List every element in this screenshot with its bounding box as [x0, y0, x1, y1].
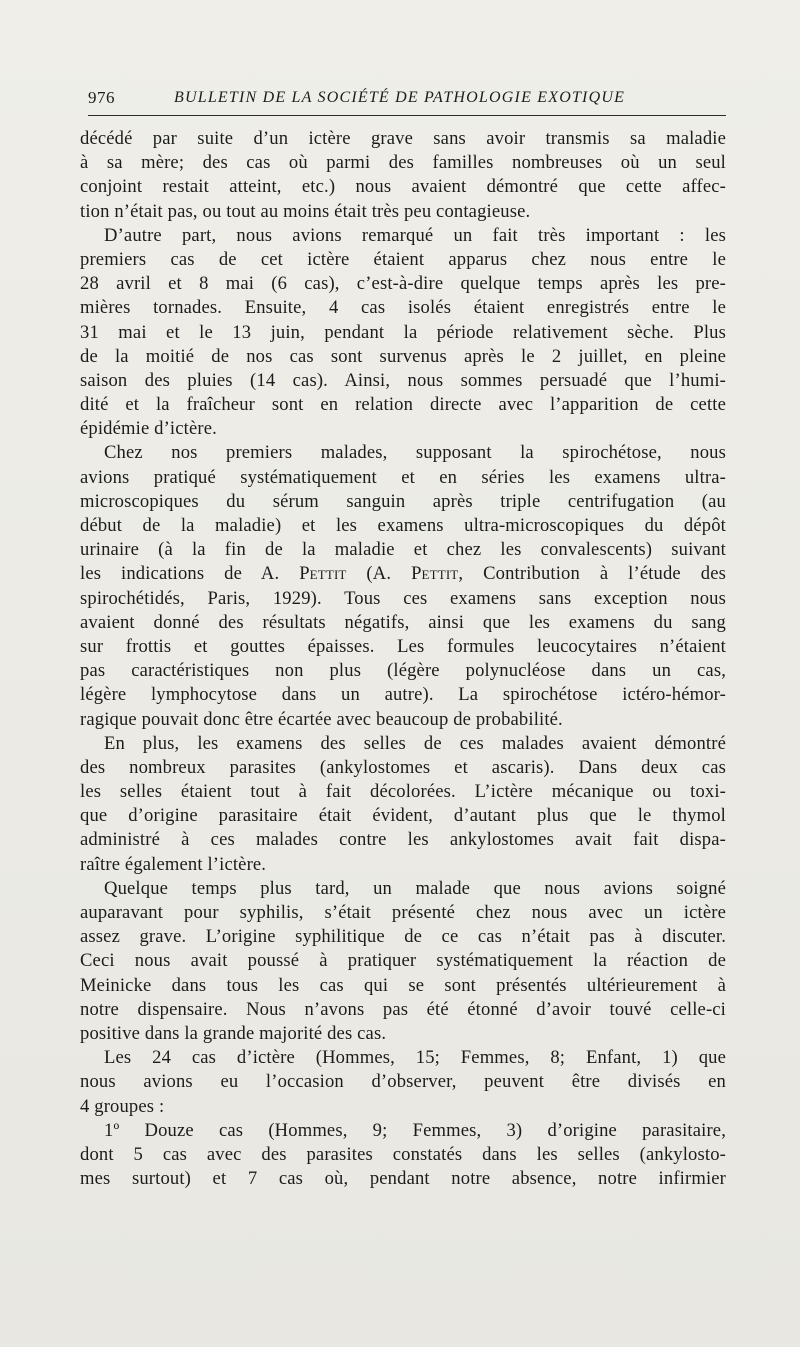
text-line: pas caractéristiques non plus (légère polynucléose dans un cas, — [80, 660, 726, 682]
running-title: BULLETIN DE LA SOCIÉTÉ DE PATHOLOGIE EXOTIQUE — [174, 89, 626, 106]
text-line: auparavant pour syphilis, s’était présenté chez nous avec un ictère — [80, 902, 726, 923]
text-line: Ceci nous avait poussé à pratiquer systématiquement la réaction de — [80, 950, 726, 972]
text-line: légère lymphocytose dans un autre). La spirochétose ictéro-hémor- — [80, 684, 726, 706]
text-line: En plus, les examens des selles de ces malades avaient démontré — [104, 732, 726, 754]
text-line: mières tornades. Ensuite, 4 cas isolés étaient enregistrés entre le — [80, 297, 726, 319]
text-line: à sa mère; des cas où parmi des familles nombreuses où un seul — [80, 152, 726, 174]
text-line: les selles étaient tout à fait décolorées. L’ictère mécanique ou toxi- — [80, 781, 726, 803]
text-line: saison des pluies (14 cas). Ainsi, nous sommes persuadé que l’humi- — [80, 369, 726, 391]
text-line: positive dans la grande majorité des cas. — [80, 1022, 387, 1044]
text-line: ragique pouvait donc être écartée avec beaucoup de probabilité. — [80, 708, 563, 730]
text-line: dont 5 cas avec des parasites constatés dans les selles (ankylosto- — [80, 1143, 726, 1165]
page-number: 976 — [88, 88, 115, 107]
text-line: 31 mai et le 13 juin, pendant la période relativement sèche. Plus — [80, 321, 726, 343]
text-line: Meinicke dans tous les cas qui se sont présentés ultérieurement à — [80, 974, 726, 996]
header-rule — [88, 115, 726, 116]
text-line: avaient donné des résultats négatifs, ainsi que les examens du sang — [80, 611, 726, 633]
text-line: décédé par suite d’un ictère grave sans avoir transmis sa maladie — [80, 128, 726, 149]
text-line: premiers cas de cet ictère étaient apparus chez nous entre le — [80, 248, 726, 270]
text-line: tion n’était pas, ou tout au moins était très peu contagieuse. — [80, 200, 531, 222]
text-line: des nombreux parasites (ankylostomes et ascaris). Dans deux cas — [80, 756, 726, 778]
text-line: avions pratiqué systématiquement et en séries les examens ultra- — [80, 466, 726, 488]
text-line: D’autre part, nous avions remarqué un fait très important : les — [104, 224, 726, 246]
text-line: mes surtout) et 7 cas où, pendant notre absence, notre infirmier — [80, 1168, 726, 1190]
text-line: épidémie d’ictère. — [80, 418, 217, 440]
text-line: 28 avril et 8 mai (6 cas), c’est-à-dire quelque temps après les pre- — [80, 273, 726, 295]
text-line: notre dispensaire. Nous n’avons pas été étonné d’avoir touvé celle-ci — [80, 998, 726, 1020]
text-line: Chez nos premiers malades, supposant la spirochétose, nous — [104, 442, 726, 464]
text-line: spirochétidés, Paris, 1929). Tous ces examens sans exception nous — [80, 587, 726, 609]
text-line: que d’origine parasitaire était évident, d’autant plus que le thymol — [80, 805, 726, 827]
text-line: début de la maladie) et les examens ultra-microscopiques du dépôt — [80, 515, 726, 536]
text-line: sur frottis et gouttes épaisses. Les formules leucocytaires n’étaient — [80, 635, 726, 657]
text-line: assez grave. L’origine syphilitique de ce cas n’était pas à discuter. — [80, 926, 726, 948]
text-line: de la moitié de nos cas sont survenus après le 2 juillet, en pleine — [80, 345, 726, 367]
text-line: conjoint restait atteint, etc.) nous avaient démontré que cette affec- — [80, 176, 726, 198]
text-line: 1º Douze cas (Hommes, 9; Femmes, 3) d’origine parasitaire, — [104, 1119, 726, 1141]
body-text — [80, 127, 726, 1191]
page-header — [88, 88, 728, 110]
text-line: les indications de A. Pettit (A. Pettit, Contribution à l’étude des — [80, 563, 726, 585]
text-line: urinaire (à la fin de la maladie et chez les convalescents) suivant — [80, 539, 726, 561]
text-line: Les 24 cas d’ictère (Hommes, 15; Femmes, 8; Enfant, 1) que — [104, 1047, 726, 1069]
text-line: nous avions eu l’occasion d’observer, peuvent être divisés en — [80, 1071, 726, 1093]
text-line: microscopiques du sérum sanguin après triple centrifugation (au — [80, 490, 726, 512]
text-line: raître également l’ictère. — [80, 853, 267, 875]
text-line: dité et la fraîcheur sont en relation directe avec l’apparition de cette — [80, 394, 726, 416]
text-line: 4 groupes : — [80, 1095, 165, 1117]
text-line: Quelque temps plus tard, un malade que nous avions soigné — [104, 877, 726, 899]
text-line: administré à ces malades contre les ankylostomes avait fait dispa- — [80, 829, 726, 851]
